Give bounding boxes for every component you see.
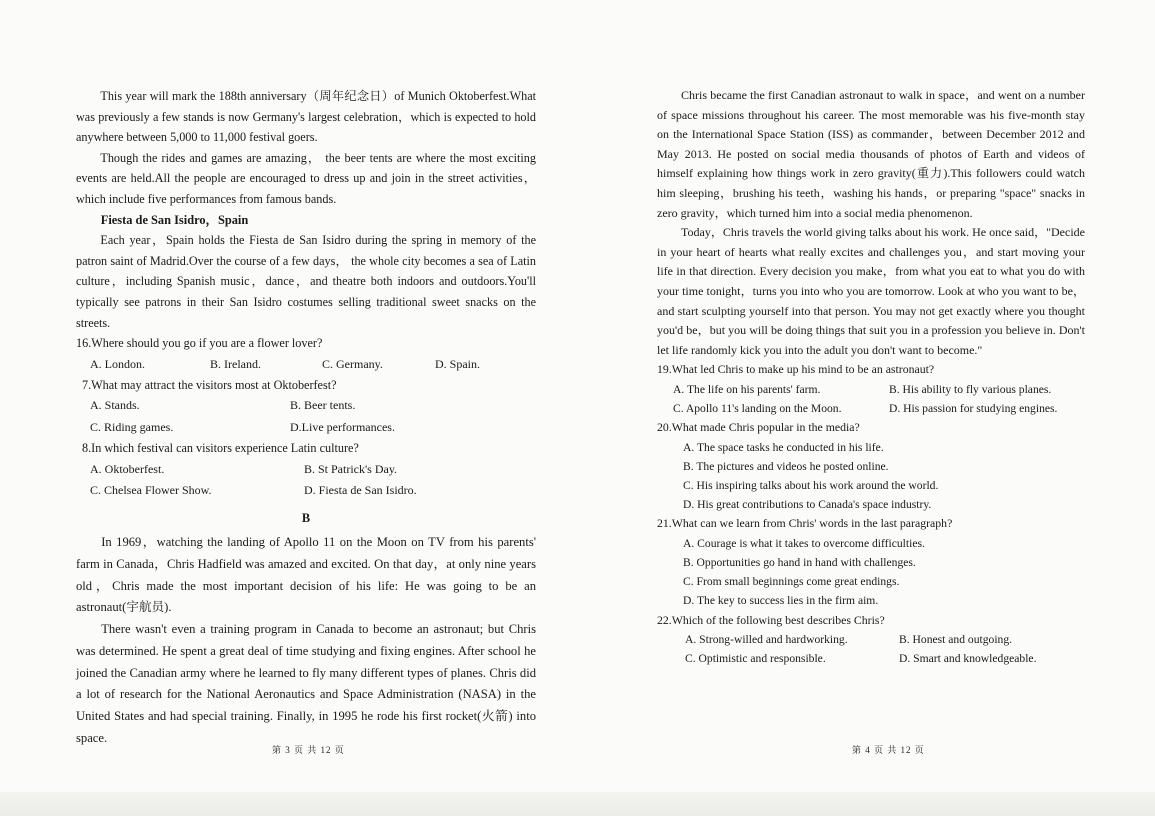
question-20-stem: 20.What made Chris popular in the media?: [657, 420, 860, 435]
option-d: D. Smart and knowledgeable.: [899, 652, 1037, 666]
question-21-option-d: D. The key to success lies in the firm aim.: [683, 594, 879, 608]
page-bottom-edge: [0, 792, 1155, 816]
option-b: B. St Patrick's Day.: [304, 461, 398, 476]
chris-paragraph-1: In 1969，watching the landing of Apollo 11 on the Moon on TV from his parents' farm in Canada，Chris Hadfield was amazed and excited. On that day，at only nine years old，Chris made the most important decision of his life: He was going to be an astronaut(宇航员).: [76, 534, 536, 615]
option-a: A. The life on his parents' farm.: [673, 382, 821, 396]
question-18-stem: 8.In which festival can visitors experience Latin culture?: [82, 441, 359, 456]
fiesta-paragraph: Each year，Spain holds the Fiesta de San Isidro during the spring in memory of the patron saint of Madrid.Over the course of a few days， the whole city becomes a sea of Latin culture，including Spanish music，dance，and theatre both indoors and outdoors.You'll typically see patrons in their San Isidro costumes selling traditional sweet snacks on the streets.: [76, 233, 536, 330]
oktoberfest-paragraph-1: This year will mark the 188th anniversary（周年纪念日）of Munich Oktoberfest.What was previously a few stands is now Germany's largest celebration，which is expected to hold anywhere between 5,000 to 11,000 festival goers.: [76, 89, 536, 145]
option-b: B. Honest and outgoing.: [899, 632, 1013, 646]
question-19-options: [657, 380, 1085, 418]
section-b-heading: B: [301, 510, 311, 525]
option-c: C. Optimistic and responsible.: [685, 652, 826, 666]
option-d: D.Live performances.: [290, 419, 395, 434]
option-a: A. London.: [90, 356, 145, 371]
oktoberfest-paragraph-2: Though the rides and games are amazing， the beer tents are where the most exciting events are held.All the people are encouraged to dress up and join in the street activities， which include five performances from famous bands.: [76, 150, 536, 206]
option-b: B. Ireland.: [210, 356, 261, 371]
question-21-stem: 21.What can we learn from Chris' words in the last paragraph?: [657, 516, 953, 531]
option-c: C. Chelsea Flower Show.: [90, 483, 212, 498]
option-b: B. Beer tents.: [290, 398, 356, 413]
page-number-right: 第 4 页 共 12 页: [852, 745, 925, 755]
right-page-column: [657, 86, 1085, 668]
fiesta-heading: Fiesta de San Isidro，Spain: [100, 212, 249, 227]
question-16-options: [76, 354, 536, 375]
question-21-option-c: C. From small beginnings come great endings.: [683, 575, 900, 589]
option-c: C. Riding games.: [90, 419, 174, 434]
question-19-stem: 19.What led Chris to make up his mind to be an astronaut?: [657, 362, 935, 377]
page-number-left: 第 3 页 共 12 页: [272, 745, 345, 755]
option-a: A. Oktoberfest.: [90, 461, 165, 476]
option-a: A. Stands.: [90, 398, 140, 413]
question-20-option-a: A. The space tasks he conducted in his life.: [683, 440, 884, 454]
question-22-options: [657, 630, 1085, 668]
option-d: D. Fiesta de San Isidro.: [304, 483, 417, 498]
chris-paragraph-3: Chris became the first Canadian astronaut to walk in space，and went on a number of space missions throughout his career. The most memorable was his five-month stay on the International Space Station (ISS) as commander，between December 2012 and May 2013. He posted on social media thousands of photos of Earth and videos of himself explaining how things work in zero gravity(重力).This followers could watch him sleeping，brushing his teeth，washing his hands，or preparing "space" snacks in zero gravity，which turned him into a social media phenomenon.: [657, 88, 1085, 220]
question-20-option-d: D. His great contributions to Canada's space industry.: [683, 498, 932, 512]
option-b: B. His ability to fly various planes.: [889, 382, 1052, 396]
chris-paragraph-4: Today，Chris travels the world giving talks about his work. He once said，"Decide in your heart of hearts what really excites and challenges you，and start moving your life in that direction. Every decision you make，from what you eat to what you do with your time tonight，turns you into who you are tomorrow. Look at who you want to be，and start sculpting yourself into that person. You may not get exactly where you thought you'd be，but you will be doing things that suit you in a profession you believe in. Don't let life randomly kick you into the adult you don't want to become.": [657, 225, 1085, 357]
question-16-stem: 16.Where should you go if you are a flower lover?: [76, 336, 323, 351]
option-a: A. Strong-willed and hardworking.: [685, 632, 848, 646]
question-18-options: [76, 459, 536, 502]
option-c: C. Germany.: [322, 356, 383, 371]
option-d: D. His passion for studying engines.: [889, 401, 1058, 415]
question-20-option-c: C. His inspiring talks about his work around the world.: [683, 478, 939, 492]
question-17-options: [76, 395, 536, 438]
question-21-option-b: B. Opportunities go hand in hand with challenges.: [683, 555, 916, 569]
question-17-stem: 7.What may attract the visitors most at Oktoberfest?: [82, 377, 337, 392]
option-c: C. Apollo 11's landing on the Moon.: [673, 401, 842, 415]
option-d: D. Spain.: [435, 356, 480, 371]
chris-paragraph-2: There wasn't even a training program in Canada to become an astronaut; but Chris was determined. He spent a great deal of time studying and fixing engines. After school he joined the Canadian army where he learned to fly many different types of planes. Chris did a lot of research for the National Aeronautics and Space Administration (NASA) in the United States and had special training. Finally, in 1995 he rode his first rocket(火箭) into space.: [76, 622, 536, 746]
question-22-stem: 22.Which of the following best describes Chris?: [657, 612, 885, 627]
question-20-option-b: B. The pictures and videos he posted online.: [683, 459, 889, 473]
question-21-option-a: A. Courage is what it takes to overcome difficulties.: [683, 536, 925, 550]
left-page-column: [76, 86, 536, 750]
